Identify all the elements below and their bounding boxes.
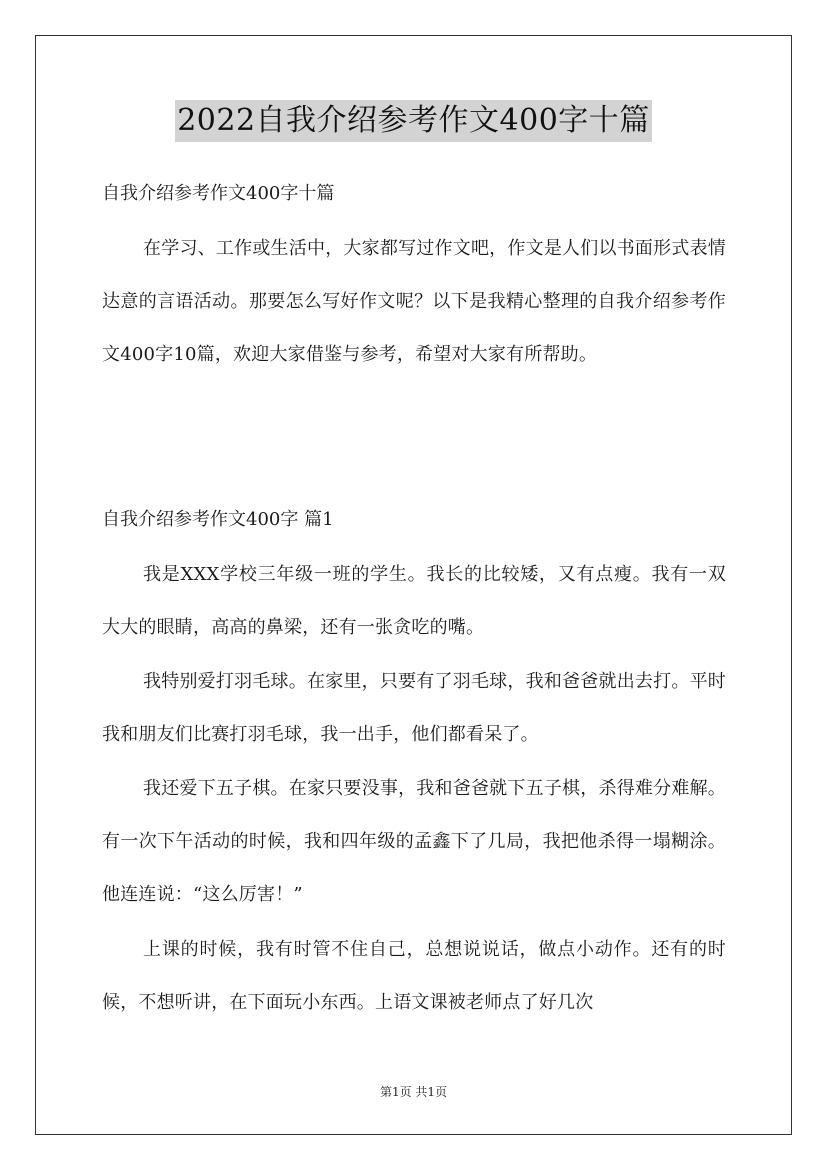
document-subtitle: 自我介绍参考作文400字十篇 (102, 183, 335, 204)
document-title-wrap (0, 100, 827, 142)
page-footer: 第1页 共1页 (379, 1085, 448, 1099)
document-title: 2022自我介绍参考作文400字十篇 (175, 100, 652, 142)
intro-paragraph: 在学习、工作或生活中，大家都写过作文吧，作文是人们以书面形式表情达意的言语活动。那要怎么写好作文呢？以下是我精心整理的自我介绍参考作文400字10篇，欢迎大家借鉴与参考，希望对大家有所帮助。 (102, 238, 726, 365)
body-paragraph: 我特别爱打羽毛球。在家里，只要有了羽毛球，我和爸爸就出去打。平时我和朋友们比赛打羽毛球，我一出手，他们都看呆了。 (102, 671, 726, 745)
body-paragraph: 上课的时候，我有时管不住自己，总想说说话，做点小动作。还有的时候，不想听讲，在下面玩小东西。上语文课被老师点了好几次 (102, 939, 726, 1013)
body-paragraph: 我是XXX学校三年级一班的学生。我长的比较矮，又有点瘦。我有一双大大的眼睛，高高的鼻梁，还有一张贪吃的嘴。 (102, 564, 726, 638)
body-paragraph: 我还爱下五子棋。在家只要没事，我和爸爸就下五子棋，杀得难分难解。有一次下午活动的时候，我和四年级的孟鑫下了几局，我把他杀得一塌糊涂。他连连说：“这么厉害！” (102, 778, 726, 905)
section-heading: 自我介绍参考作文400字 篇1 (102, 509, 334, 530)
